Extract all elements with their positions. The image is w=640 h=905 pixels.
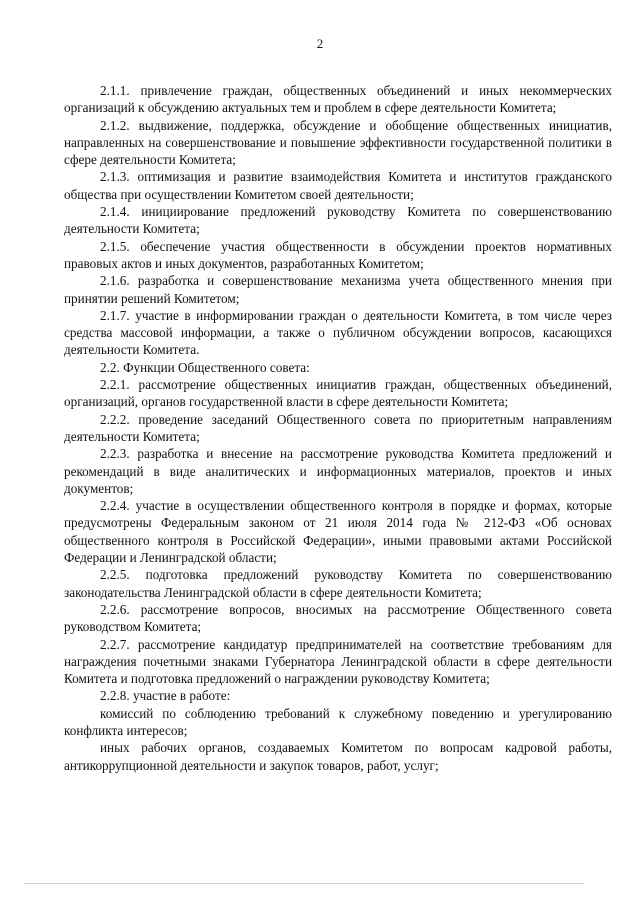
paragraph-2-2-7: 2.2.7. рассмотрение кандидатур предпринимателей на соответствие требованиям для награждения почетными знаками Губернатора Ленинградской области в сфере деятельности Комитета и подготовка предложений о награждении руководству Комитета; xyxy=(64,636,612,687)
page-number: 2 xyxy=(316,36,324,51)
paragraph-2-2-1: 2.2.1. рассмотрение общественных инициатив граждан, общественных объединений, организаций, органов государственной власти в сфере деятельности Комитета; xyxy=(64,377,612,410)
paragraph-2-1-5: 2.1.5. обеспечение участия общественности в обсуждении проектов нормативных правовых актов и иных документов, разработанных Комитетом; xyxy=(64,238,612,271)
paragraph-2-2-5: 2.2.5. подготовка предложений руководству Комитета по совершенствованию законодательства Ленинградской области в сфере деятельности Комитета; xyxy=(64,567,612,600)
paragraph-2-1-7: 2.1.7. участие в информировании граждан о деятельности Комитета, в том числе через средства массовой информации, а также о публичном обсуждении вопросов, касающихся деятельности Комитета. xyxy=(64,307,612,358)
paragraph-2-2-2: 2.2.2. проведение заседаний Общественного совета по приоритетным направлениям деятельности Комитета; xyxy=(64,411,612,444)
paragraph-2-1-2: 2.1.2. выдвижение, поддержка, обсуждение и обобщение общественных инициатив, направленных на совершенствование и повышение эффективности государственной политики в сфере деятельности Комитета; xyxy=(64,117,612,168)
paragraph-2-2-8: 2.2.8. участие в работе: xyxy=(100,688,231,704)
paragraph-2-1-6: 2.1.6. разработка и совершенствование механизма учета общественного мнения при принятии решений Комитетом; xyxy=(64,273,612,306)
section-heading-2-2: 2.2. Функции Общественного совета: xyxy=(100,359,310,375)
list-item-commissions: комиссий по соблюдению требований к служебному поведению и урегулированию конфликта интересов; xyxy=(64,705,612,738)
paragraph-2-1-3: 2.1.3. оптимизация и развитие взаимодействия Комитета и институтов гражданского общества при осуществлении Комитетом своей деятельности; xyxy=(64,169,612,202)
paragraph-2-2-6: 2.2.6. рассмотрение вопросов, вносимых на рассмотрение Общественного совета руководством Комитета; xyxy=(64,601,612,635)
paragraph-2-2-3: 2.2.3. разработка и внесение на рассмотрение руководства Комитета предложений и рекомендаций в виде аналитических и информационных материалов, проектов и иных документов; xyxy=(64,446,612,496)
list-item-working-bodies: иных рабочих органов, создаваемых Комитетом по вопросам кадровой работы, антикоррупционной деятельности и закупок товаров, работ, услуг; xyxy=(64,740,612,773)
paragraph-2-1-1: 2.1.1. привлечение граждан, общественных объединений и иных некоммерческих организаций к обсуждению актуальных тем и проблем в сфере деятельности Комитета; xyxy=(64,83,612,116)
paragraph-2-1-4: 2.1.4. инициирование предложений руководству Комитета по совершенствованию деятельности Комитета; xyxy=(64,204,612,237)
document-body xyxy=(64,82,612,774)
scan-edge-line xyxy=(24,883,584,884)
paragraph-2-2-4: 2.2.4. участие в осуществлении общественного контроля в порядке и формах, которые предусмотрены Федеральным законом от 21 июля 2014 года № 212-ФЗ «Об основах общественного контроля в Российской Федерации», иными правовыми актами Российской Федерации и Ленинградской области; xyxy=(64,498,612,566)
